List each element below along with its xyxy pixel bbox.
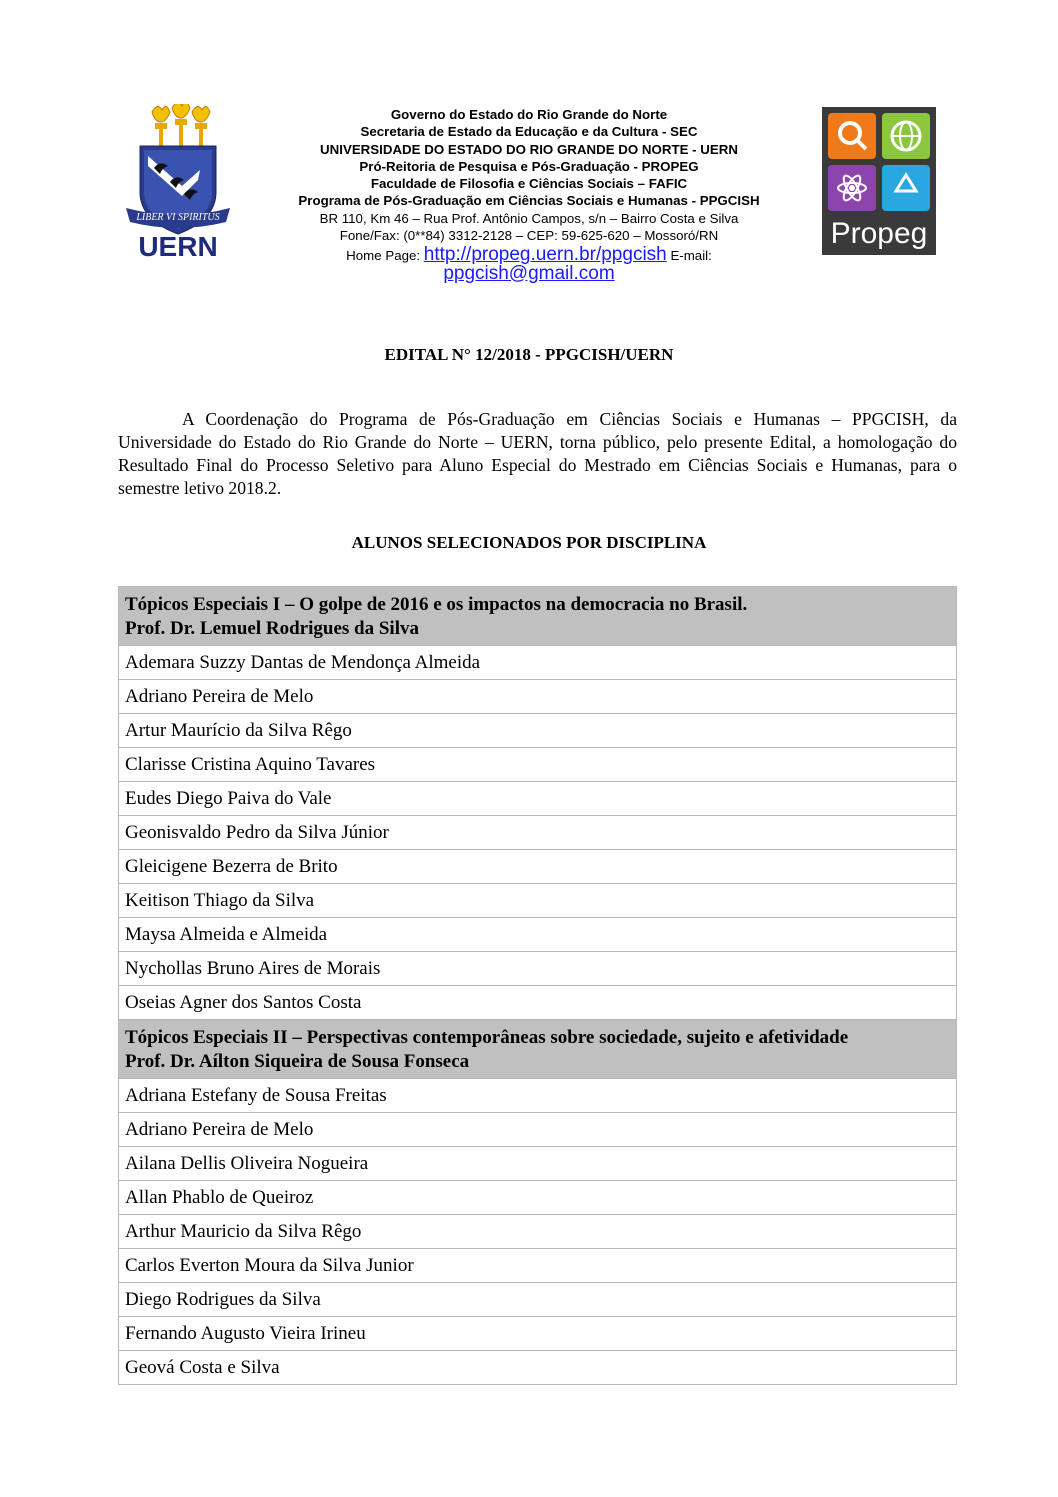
student-name: Keitison Thiago da Silva xyxy=(119,884,957,918)
propeg-logo xyxy=(822,107,936,255)
table-row xyxy=(119,986,957,1020)
inst-line: Faculdade de Filosofia e Ciências Sociais – FAFIC xyxy=(370,176,688,192)
student-name: Allan Phablo de Queiroz xyxy=(119,1181,957,1215)
table-row xyxy=(119,1215,957,1249)
table-row xyxy=(119,884,957,918)
student-name: Nychollas Bruno Aires de Morais xyxy=(119,952,957,986)
homepage-link[interactable]: http://propeg.uern.br/ppgcish xyxy=(423,244,667,266)
table-row xyxy=(119,748,957,782)
professor-name: Prof. Dr. Aílton Siqueira de Sousa Fonseca xyxy=(125,1050,470,1072)
table-row xyxy=(119,1283,957,1317)
discipline-header-row xyxy=(119,587,957,646)
letterhead xyxy=(0,100,1058,300)
professor-name: Prof. Dr. Lemuel Rodrigues da Silva xyxy=(125,617,419,639)
table-row xyxy=(119,1249,957,1283)
table-row xyxy=(119,680,957,714)
inst-line: UNIVERSIDADE DO ESTADO DO RIO GRANDE DO NORTE - UERN xyxy=(320,141,738,157)
discipline-header-cell xyxy=(119,587,957,646)
email-line xyxy=(240,262,818,284)
email-link[interactable]: ppgcish@gmail.com xyxy=(443,262,615,284)
student-name: Oseias Agner dos Santos Costa xyxy=(119,986,957,1020)
discipline-header-row xyxy=(119,1020,957,1079)
table-row xyxy=(119,1079,957,1113)
table-row xyxy=(119,850,957,884)
svg-text:UERN: UERN xyxy=(138,231,218,260)
student-name: Arthur Mauricio da Silva Rêgo xyxy=(119,1215,957,1249)
svg-text:LIBER VI SPIRITUS: LIBER VI SPIRITUS xyxy=(136,212,220,223)
inst-line: Governo do Estado do Rio Grande do Norte xyxy=(390,107,668,122)
student-name: Maysa Almeida e Almeida xyxy=(119,918,957,952)
edital-title: EDITAL N° 12/2018 - PPGCISH/UERN xyxy=(384,345,674,364)
student-name: Adriano Pereira de Melo xyxy=(119,1113,957,1147)
table-row xyxy=(119,918,957,952)
uern-logo xyxy=(122,104,234,260)
student-name: Ademara Suzzy Dantas de Mendonça Almeida xyxy=(119,646,957,680)
inst-line: Programa de Pós-Graduação em Ciências Sociais e Humanas - PPGCISH xyxy=(298,193,760,209)
table-row xyxy=(119,952,957,986)
intro-paragraph: A Coordenação do Programa de Pós-Graduação em Ciências Sociais e Humanas – PPGCISH, da Universidade do Estado do Rio Grande do Norte – UERN, torna público, pelo presente Edital, a homologação do Resultado Final do Processo Seletivo para Aluno Especial do Mestrado em Ciências Sociais e Humanas, para o semestre letivo 2018.2. xyxy=(118,409,957,498)
section-subtitle: ALUNOS SELECIONADOS POR DISCIPLINA xyxy=(351,533,707,552)
table-row xyxy=(119,1113,957,1147)
student-name: Geová Costa e Silva xyxy=(119,1351,957,1385)
address-line: BR 110, Km 46 – Rua Prof. Antônio Campos, s/n – Bairro Costa e Silva xyxy=(319,210,739,226)
student-name: Diego Rodrigues da Silva xyxy=(119,1283,957,1317)
student-name: Adriana Estefany de Sousa Freitas xyxy=(119,1079,957,1113)
table-row xyxy=(119,1351,957,1385)
student-name: Gleicigene Bezerra de Brito xyxy=(119,850,957,884)
student-name: Eudes Diego Paiva do Vale xyxy=(119,782,957,816)
table-row xyxy=(119,816,957,850)
students-table xyxy=(118,586,957,1385)
table-row xyxy=(119,1317,957,1351)
institution-block xyxy=(240,106,818,283)
student-name: Adriano Pereira de Melo xyxy=(119,680,957,714)
student-name: Carlos Everton Moura da Silva Junior xyxy=(119,1249,957,1283)
table-row xyxy=(119,646,957,680)
inst-line: Pró-Reitoria de Pesquisa e Pós-Graduação - PROPEG xyxy=(359,158,699,174)
student-name: Fernando Augusto Vieira Irineu xyxy=(119,1317,957,1351)
table-row xyxy=(119,782,957,816)
course-name: Tópicos Especiais I – O golpe de 2016 e os impactos na democracia no Brasil. xyxy=(125,593,748,615)
student-name: Clarisse Cristina Aquino Tavares xyxy=(119,748,957,782)
svg-text:Propeg: Propeg xyxy=(830,217,928,250)
email-label: E-mail: xyxy=(670,248,712,264)
student-name: Artur Maurício da Silva Rêgo xyxy=(119,714,957,748)
student-name: Geonisvaldo Pedro da Silva Júnior xyxy=(119,816,957,850)
discipline-header-cell xyxy=(119,1020,957,1079)
table-row xyxy=(119,1181,957,1215)
table-row xyxy=(119,714,957,748)
course-name: Tópicos Especiais II – Perspectivas contemporâneas sobre sociedade, sujeito e afetividade xyxy=(125,1026,849,1048)
phone-line: Fone/Fax: (0**84) 3312-2128 – CEP: 59-625-620 – Mossoró/RN xyxy=(339,228,719,244)
table-row xyxy=(119,1147,957,1181)
inst-line: Secretaria de Estado da Educação e da Cultura - SEC xyxy=(360,124,698,140)
homepage-label: Home Page: xyxy=(346,248,421,264)
student-name: Ailana Dellis Oliveira Nogueira xyxy=(119,1147,957,1181)
